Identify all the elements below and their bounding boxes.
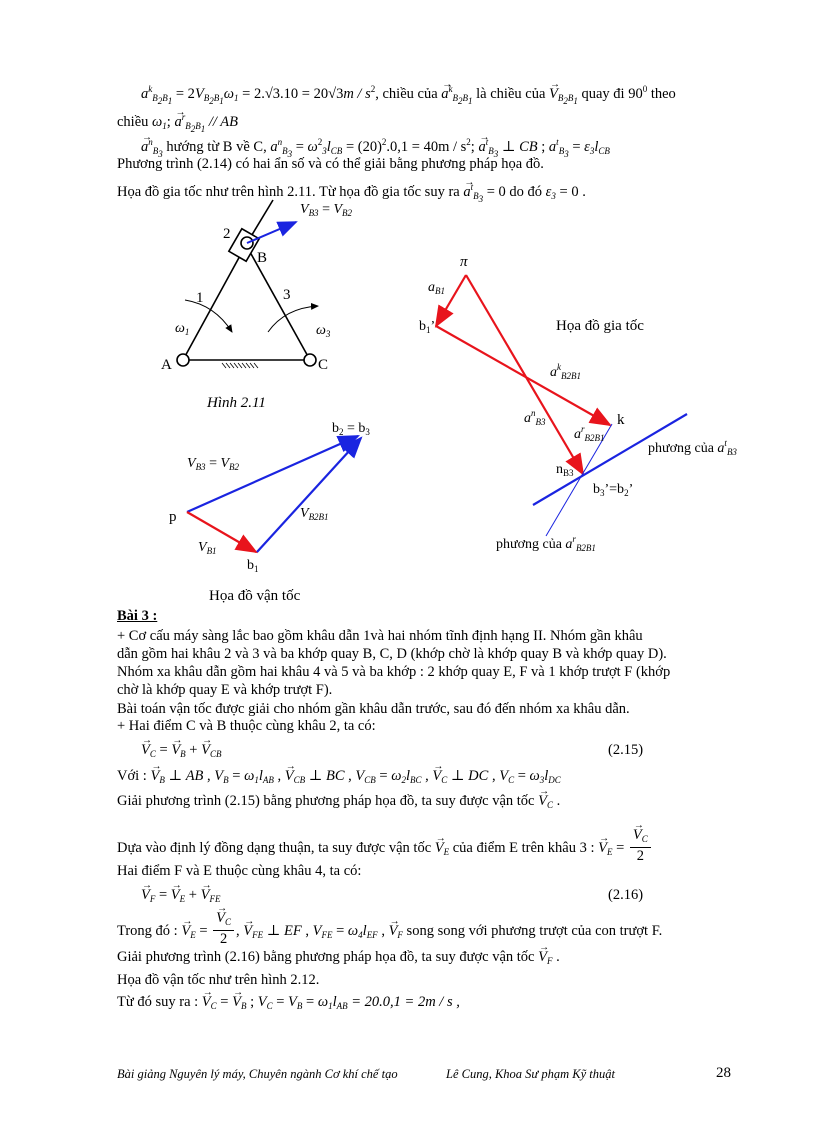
text-quay-di: quay đi 90 [581,85,643,102]
equation-2-15: → $V_C$ = → $V_B$ + → $V_{CB}$ [141,741,221,763]
vector-a-b1 [436,275,466,326]
para-6: + Hai điểm C và B thuộc cùng khâu 2, ta có: [117,718,376,734]
label-2: 2 [223,226,231,242]
text-chieu-cua: , chiều của [375,85,438,102]
label-A: A [161,357,172,373]
text-giai-215: Giải phương trình (2.15) bằng phương pháp họa đồ, ta suy được vận tốc [117,793,535,809]
line-phuong-trinh: Phương trình (2.14) có hai ẩn số và có thể giải bằng phương pháp họa đồ. [117,156,544,172]
text-sep: ; [166,113,171,130]
line-hoa-do-gia-toc: Họa đồ gia tốc như trên hình 2.11. Từ họa đồ gia tốc suy ra → $a^t_{B_3} = 0$ do đó $\varepsilon_3 = 0$ . [117,178,586,208]
label-b3-b2: $b_3’=b_2$’ [593,482,634,498]
mechanism [161,200,353,411]
acceleration-diagram [419,254,737,553]
vector-v-b2b1 [257,438,361,552]
para-8: Giải phương trình (2.15) bằng phương pháp họa đồ, ta suy được vận tốc → $V_C$ . [117,792,560,814]
fraction-vc-2: → $\frac{V_C}{2}$ [630,827,651,864]
text-hoa-do: Họa đồ gia tốc như trên hình 2.11. Từ họa đồ gia tốc suy ra [117,183,460,200]
text-result: = 20.0,1 = 2m / s , [351,994,460,1010]
text-song-song: song song với phương trượt của con trượt F. [406,922,663,939]
para-5: Bài toán vận tốc được giải cho nhóm gần khâu dẫn trước, sau đó đến nhóm xa khâu dẫn. [117,701,630,717]
label-1: 1 [196,290,204,306]
para-10: Hai điểm F và E thuộc cùng khâu 4, ta có: [117,863,362,879]
label-pi: π [460,254,468,270]
omega1-arc [185,300,232,332]
label-akB2B1: $a^k_{B2B1}$ [550,362,581,381]
footer-right: Lê Cung, Khoa Sư phạm Kỹ thuật [446,1067,615,1081]
label-omega3: $\omega_3$ [316,323,331,339]
label-ab1: $a_{B1}$ [428,280,445,296]
label-b1-prime: $b_1$’ [419,319,436,335]
text-theo: theo [650,85,676,102]
para-2: dẫn gồm hai khâu 2 và 3 và ba khớp quay B, C, D (khớp chờ là khớp quay B và khớp quay D). [117,646,667,662]
link-3 [245,243,310,360]
text-dong-dang: Dựa vào định lý đồng dạng thuận, ta suy được vận tốc [117,839,432,856]
label-b2-b3: $b_2 = b_3$ [332,421,370,437]
para-14: Họa đồ vận tốc như trên hình 2.12. [117,972,320,988]
text-eq-val: .0,1 = 40m / s [386,138,467,155]
label-k: k [617,412,625,428]
label-p: p [169,509,177,525]
text-la-chieu-cua: là chiều của [476,85,546,102]
line-coriolis: $a^k_{B_2B_1} = 2V_{B_2B_1}\omega_1 = 2.√3.10 = 20√3m / s^2$, chiều của → $a^k_{B_2B_1}$ là chiều của → $V_{B_2B_1}$ quay đi $90^0$ theo [141,80,676,110]
text-tu-do: Từ đó suy ra : [117,994,199,1010]
label-nB3: $n_{B3}$ [556,462,574,478]
label-vb3-vel: $V_{B3} = V_{B2}$ [187,456,240,472]
text-huong-tu-b: hướng từ B về C, [166,138,267,155]
para-4: chờ là khớp quay E và khớp trượt F). [117,682,333,698]
label-phuong-at: phương của $a^t_{B3}$ [648,438,737,457]
label-C: C [318,357,329,373]
line-chieu-omega: chiều $\omega_1$; → $a^r_{B_2B_1}$ // AB [117,108,238,138]
joint-C [304,354,316,366]
label-anB3: $a^n_{B3}$ [524,408,546,427]
text-chieu: chiều [117,113,149,130]
label-b1: $b_1$ [247,558,259,574]
label-vb2b1: $V_{B2B1}$ [300,506,329,522]
label-vb3-vb2: $V_{B3} = V_{B2}$ [300,202,353,218]
equation-number-2-16: (2.16) [608,887,644,903]
fraction-vc-2-b: → $\frac{V_C}{2}$ [213,910,234,947]
title-hoa-do-van-toc: Họa đồ vận tốc [209,588,301,604]
text-voi: Với : [117,768,147,784]
label-arB2B1: $a^r_{B2B1}$ [574,424,605,443]
vector-vb3 [247,222,296,243]
line-normal-accel: → $a^n_{B_3}$ hướng từ B về C, $a^n_{B_3} = \omega^2_3l_{CB} = (20)^2.0,1 = 40m / s^2$; → $a^t_{B_3}$ ⊥ CB ; $a^t_{B_3} = \varepsilon_3l_{CB}$ [141,133,610,163]
label-B: B [257,250,268,266]
text-trong-do: Trong đó : [117,922,178,939]
line-trong-do: Trong đó : → $V_E$ = → $\frac{V_C}{2}$ , → $V_{FE}$ ⊥ EF , $V_{FE} = \omega_4l_{EF}$ , → $V_F$ song song với phương trượt của con trượt F. [117,913,662,950]
joint-A [177,354,189,366]
vector-a-coriolis [436,326,610,425]
line-voi: Với : → $V_B$ ⊥ AB , $V_B = \omega_1l_{AB}$ , → $V_{CB}$ ⊥ BC , $V_{CB} = \omega_2l_{BC}$ , → $V_C$ ⊥ DC , $V_C = \omega_3l_{DC}$ [117,767,561,789]
title-hoa-do-gia-toc: Họa đồ gia tốc [556,318,644,334]
para-3: Nhóm xa khâu dẫn gồm hai khâu 4 và 5 và ba khớp : 2 khớp quay E, F và 1 khớp trượt F (khớp [117,664,671,680]
para-9: Dựa vào định lý đồng dạng thuận, ta suy được vận tốc → $V_E$ của điểm E trên khâu 3 : → $V_E$ = → $\frac{V_C}{2}$ [117,830,653,867]
label-3: 3 [283,287,291,303]
para-15: Từ đó suy ra : → $V_C$ = → $V_B$ ; $V_C = V_B = \omega_1l_{AB} = 20.0,1 = 2m / s$ , [117,993,460,1015]
caption-hinh-2-11: Hình 2.11 [207,395,266,411]
para-1: + Cơ cấu máy sàng lắc bao gồm khâu dẫn 1và hai nhóm tĩnh định hạng II. Nhóm gần khâu [117,628,643,644]
velocity-diagram [169,421,370,604]
vector-v-b3 [187,436,358,512]
label-omega1: $\omega_1$ [175,321,190,337]
label-phuong-ar: phương của $a^r_{B2B1}$ [496,534,596,553]
equation-number-2-15: (2.15) [608,742,644,758]
heading-bai-3: Bài 3 : [117,608,158,624]
label-vb1: $V_{B1}$ [198,540,217,556]
ground-hatch [222,363,258,368]
footer-left: Bài giảng Nguyên lý máy, Chuyên ngành Cơ khí chế tạo [117,1067,398,1081]
text-parallel-ab: // AB [208,113,238,130]
text-do-do: = 0 do đó [486,183,543,200]
text-giai-216: Giải phương trình (2.16) bằng phương pháp họa đồ, ta suy được vận tốc [117,949,535,965]
equation-2-16: → $V_F$ = → $V_E$ + → $V_{FE}$ [141,886,220,908]
text-eq-20: = (20) [345,138,382,155]
text-diem-e: của điểm E trên khâu 3 : [452,839,595,856]
page-number: 28 [716,1065,731,1081]
text-eq-zero: = 0 . [559,183,586,200]
para-13: Giải phương trình (2.16) bằng phương pháp họa đồ, ta suy được vận tốc → $V_F$ . [117,948,560,970]
